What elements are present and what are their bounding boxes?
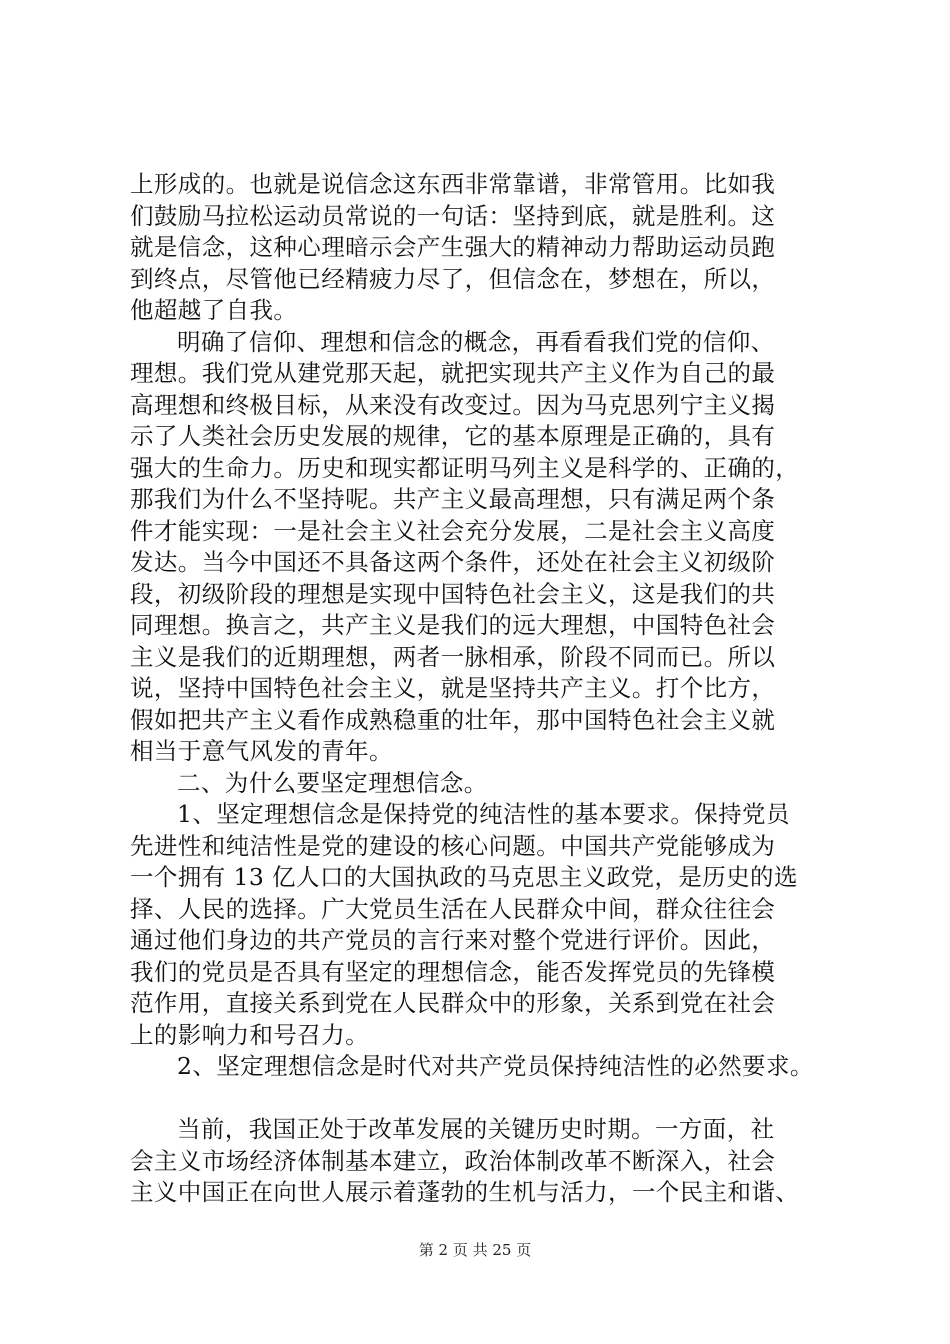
text-line: 那我们为什么不坚持呢。共产主义最高理想，只有满足两个条 <box>130 485 776 513</box>
text-line: 们鼓励马拉松运动员常说的一句话：坚持到底，就是胜利。这 <box>130 201 776 230</box>
text-line: 强大的生命力。历史和现实都证明马列主义是科学的、正确的， <box>130 453 800 482</box>
text-line: 他超越了自我。 <box>130 296 298 324</box>
text-line: 主义是我们的近期理想，两者一脉相承，阶段不同而已。所以 <box>130 642 776 671</box>
text-line: 段，初级阶段的理想是实现中国特色社会主义，这是我们的共 <box>130 579 776 608</box>
text-line: 先进性和纯洁性是党的建设的核心问题。中国共产党能够成为 <box>130 831 776 860</box>
text-line: 明确了信仰、理想和信念的概念，再看看我们党的信仰、 <box>177 327 775 356</box>
text-line: 择、人民的选择。广大党员生活在人民群众中间，群众往往会 <box>130 894 776 923</box>
document-body <box>130 169 850 1209</box>
text-line: 会主义市场经济体制基本建立，政治体制改革不断深入，社会 <box>130 1146 776 1175</box>
text-line: 相当于意气风发的青年。 <box>130 737 393 765</box>
text-line: 上的影响力和号召力。 <box>130 1020 369 1049</box>
text-line: 假如把共产主义看作成熟稳重的壮年，那中国特色社会主义就 <box>130 705 776 734</box>
text-line: 发达。当今中国还不具备这两个条件，还处在社会主义初级阶 <box>130 548 776 576</box>
blank-line <box>130 1083 850 1115</box>
text-line: 二、为什么要坚定理想信念。 <box>177 768 488 797</box>
text-line: 通过他们身边的共产党员的言行来对整个党进行评价。因此， <box>130 926 776 954</box>
text-line: 理想。我们党从建党那天起，就把实现共产主义作为自己的最 <box>130 359 776 387</box>
text-line: 范作用，直接关系到党在人民群众中的形象，关系到党在社会 <box>130 989 776 1017</box>
text-line: 就是信念，这种心理暗示会产生强大的精神动力帮助运动员跑 <box>130 233 776 261</box>
text-line: 一个拥有 13 亿人口的大国执政的马克思主义政党，是历史的选 <box>130 863 798 891</box>
page-footer: 第 2 页 共 25 页 <box>418 1241 532 1259</box>
text-line: 我们的党员是否具有坚定的理想信念，能否发挥党员的先锋模 <box>130 957 776 986</box>
text-line: 上形成的。也就是说信念这东西非常靠谱，非常管用。比如我 <box>130 170 776 198</box>
text-line: 1、坚定理想信念是保持党的纯洁性的基本要求。保持党员 <box>177 800 790 828</box>
text-line: 同理想。换言之，共产主义是我们的远大理想，中国特色社会 <box>130 611 776 639</box>
text-line: 当前，我国正处于改革发展的关键历史时期。一方面，社 <box>177 1115 775 1143</box>
text-line: 到终点，尽管他已经精疲力尽了，但信念在，梦想在，所以， <box>130 264 776 293</box>
text-line: 2、坚定理想信念是时代对共产党员保持纯洁性的必然要求。 <box>177 1052 814 1080</box>
text-line: 说，坚持中国特色社会主义，就是坚持共产主义。打个比方， <box>130 674 776 702</box>
text-line: 件才能实现：一是社会主义社会充分发展，二是社会主义高度 <box>130 516 776 545</box>
text-line: 示了人类社会历史发展的规律，它的基本原理是正确的，具有 <box>130 422 776 450</box>
text-line: 高理想和终极目标，从来没有改变过。因为马克思列宁主义揭 <box>130 390 776 419</box>
text-line: 主义中国正在向世人展示着蓬勃的生机与活力，一个民主和谐、 <box>130 1178 800 1206</box>
